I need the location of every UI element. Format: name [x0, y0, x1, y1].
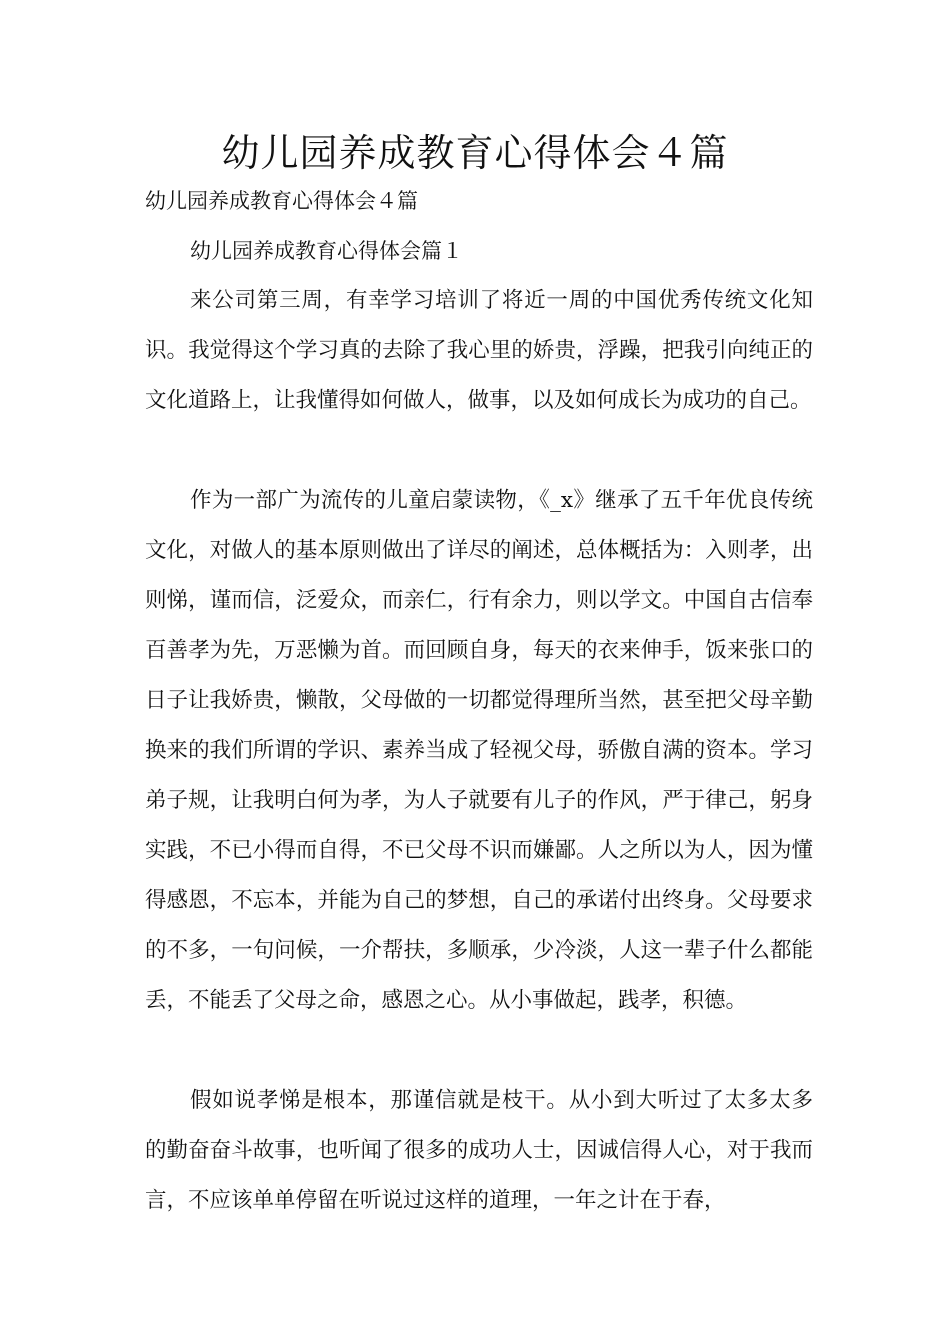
paragraph-1: 来公司第三周，有幸学习培训了将近一周的中国优秀传统文化知识。我觉得这个学习真的去除了我心里的娇贵，浮躁，把我引向纯正的文化道路上，让我懂得如何做人，做事，以及如何成长为成功的自己。: [145, 288, 813, 413]
paragraph-2: 作为一部广为流传的儿童启蒙读物，《_x》继承了五千年优良传统文化，对做人的基本原则做出了详尽的阐述，总体概括为：入则孝，出则悌，谨而信，泛爱众，而亲仁，行有余力，则以学文。中国自古信奉百善孝为先，万恶懒为首。而回顾自身，每天的衣来伸手，饭来张口的日子让我娇贵，懒散，父母做的一切都觉得理所当然，甚至把父母辛勤换来的我们所谓的学识、素养当成了轻视父母，骄傲自满的资本。学习弟子规，让我明白何为孝，为人子就要有儿子的作风，严于律己，躬身实践，不已小得而自得，不已父母不识而嫌鄙。人之所以为人，因为懂得感恩，不忘本，并能为自己的梦想，自己的承诺付出终身。父母要求的不多，一句问候，一介帮扶，多顺承，少冷淡，人这一辈子什么都能丢，不能丢了父母之命，感恩之心。从小事做起，践孝，积德。: [145, 488, 813, 1013]
paragraph-3: 假如说孝悌是根本，那谨信就是枝干。从小到大听过了太多太多的勤奋奋斗故事，也听闻了很多的成功人士，因诚信得人心，对于我而言，不应该单单停留在听说过这样的道理，一年之计在于春，: [145, 1088, 813, 1213]
document-subtitle: 幼儿园养成教育心得体会４篇: [145, 189, 418, 213]
document-title: 幼儿园养成教育心得体会４篇: [221, 131, 729, 175]
section-heading: 幼儿园养成教育心得体会篇１: [190, 239, 463, 263]
